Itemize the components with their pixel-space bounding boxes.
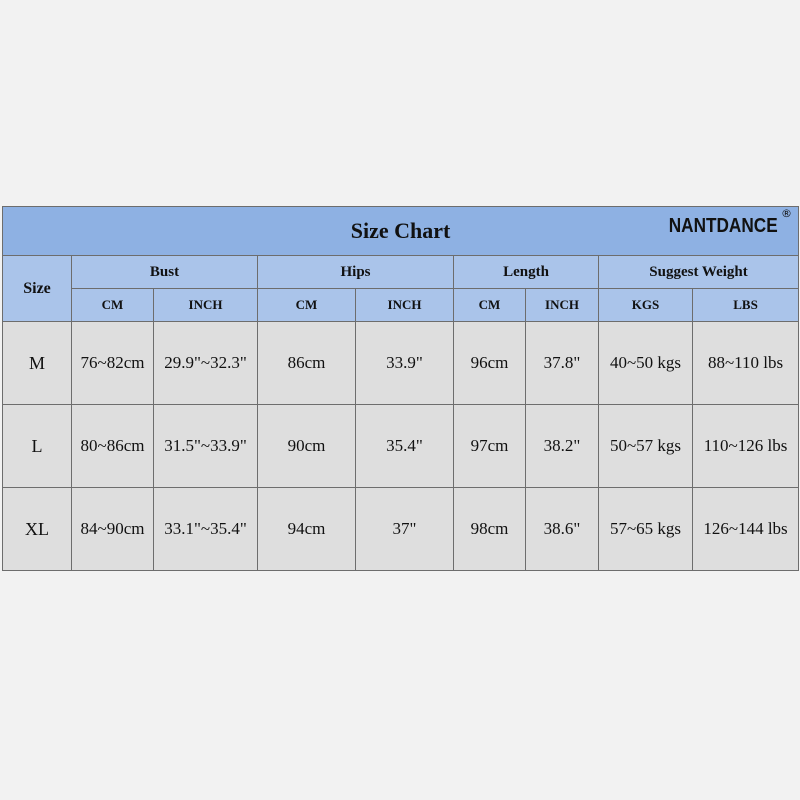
- size-chart-table: [2, 206, 799, 571]
- length-inch-cell: 38.2": [526, 405, 599, 488]
- subheader-length-inch: INCH: [526, 289, 599, 322]
- length-cm-cell: 98cm: [454, 488, 526, 571]
- weight-lbs-cell: 126~144 lbs: [693, 488, 799, 571]
- registered-mark: ®: [781, 207, 793, 220]
- bust-cm-cell: 84~90cm: [72, 488, 154, 571]
- weight-kgs-cell: 50~57 kgs: [599, 405, 693, 488]
- size-cell: M: [3, 322, 72, 405]
- size-column-header: Size: [3, 256, 72, 322]
- group-header-bust: Bust: [72, 256, 258, 289]
- hips-inch-cell: 33.9": [356, 322, 454, 405]
- size-chart: [2, 206, 798, 569]
- table-row: [3, 405, 799, 488]
- hips-cm-cell: 94cm: [258, 488, 356, 571]
- chart-title: Size Chart: [350, 218, 451, 243]
- hips-inch-cell: 37": [356, 488, 454, 571]
- bust-inch-cell: 29.9"~32.3": [154, 322, 258, 405]
- table-row: [3, 488, 799, 571]
- subheader-weight-kgs: KGS: [599, 289, 693, 322]
- size-cell: L: [3, 405, 72, 488]
- brand-logo: NANTDANCE: [669, 215, 779, 237]
- hips-inch-cell: 35.4": [356, 405, 454, 488]
- bust-inch-cell: 31.5"~33.9": [154, 405, 258, 488]
- subheader-weight-lbs: LBS: [693, 289, 799, 322]
- bust-cm-cell: 80~86cm: [72, 405, 154, 488]
- subheader-hips-inch: INCH: [356, 289, 454, 322]
- size-cell: XL: [3, 488, 72, 571]
- group-header-length: Length: [454, 256, 599, 289]
- length-inch-cell: 37.8": [526, 322, 599, 405]
- title-bar: [3, 207, 799, 256]
- table-row: [3, 322, 799, 405]
- bust-cm-cell: 76~82cm: [72, 322, 154, 405]
- hips-cm-cell: 86cm: [258, 322, 356, 405]
- group-header-weight: Suggest Weight: [599, 256, 799, 289]
- weight-lbs-cell: 110~126 lbs: [693, 405, 799, 488]
- subheader-bust-inch: INCH: [154, 289, 258, 322]
- hips-cm-cell: 90cm: [258, 405, 356, 488]
- bust-inch-cell: 33.1"~35.4": [154, 488, 258, 571]
- subheader-length-cm: CM: [454, 289, 526, 322]
- length-cm-cell: 97cm: [454, 405, 526, 488]
- subheader-bust-cm: CM: [72, 289, 154, 322]
- group-header-hips: Hips: [258, 256, 454, 289]
- weight-lbs-cell: 88~110 lbs: [693, 322, 799, 405]
- length-inch-cell: 38.6": [526, 488, 599, 571]
- length-cm-cell: 96cm: [454, 322, 526, 405]
- weight-kgs-cell: 57~65 kgs: [599, 488, 693, 571]
- subheader-hips-cm: CM: [258, 289, 356, 322]
- weight-kgs-cell: 40~50 kgs: [599, 322, 693, 405]
